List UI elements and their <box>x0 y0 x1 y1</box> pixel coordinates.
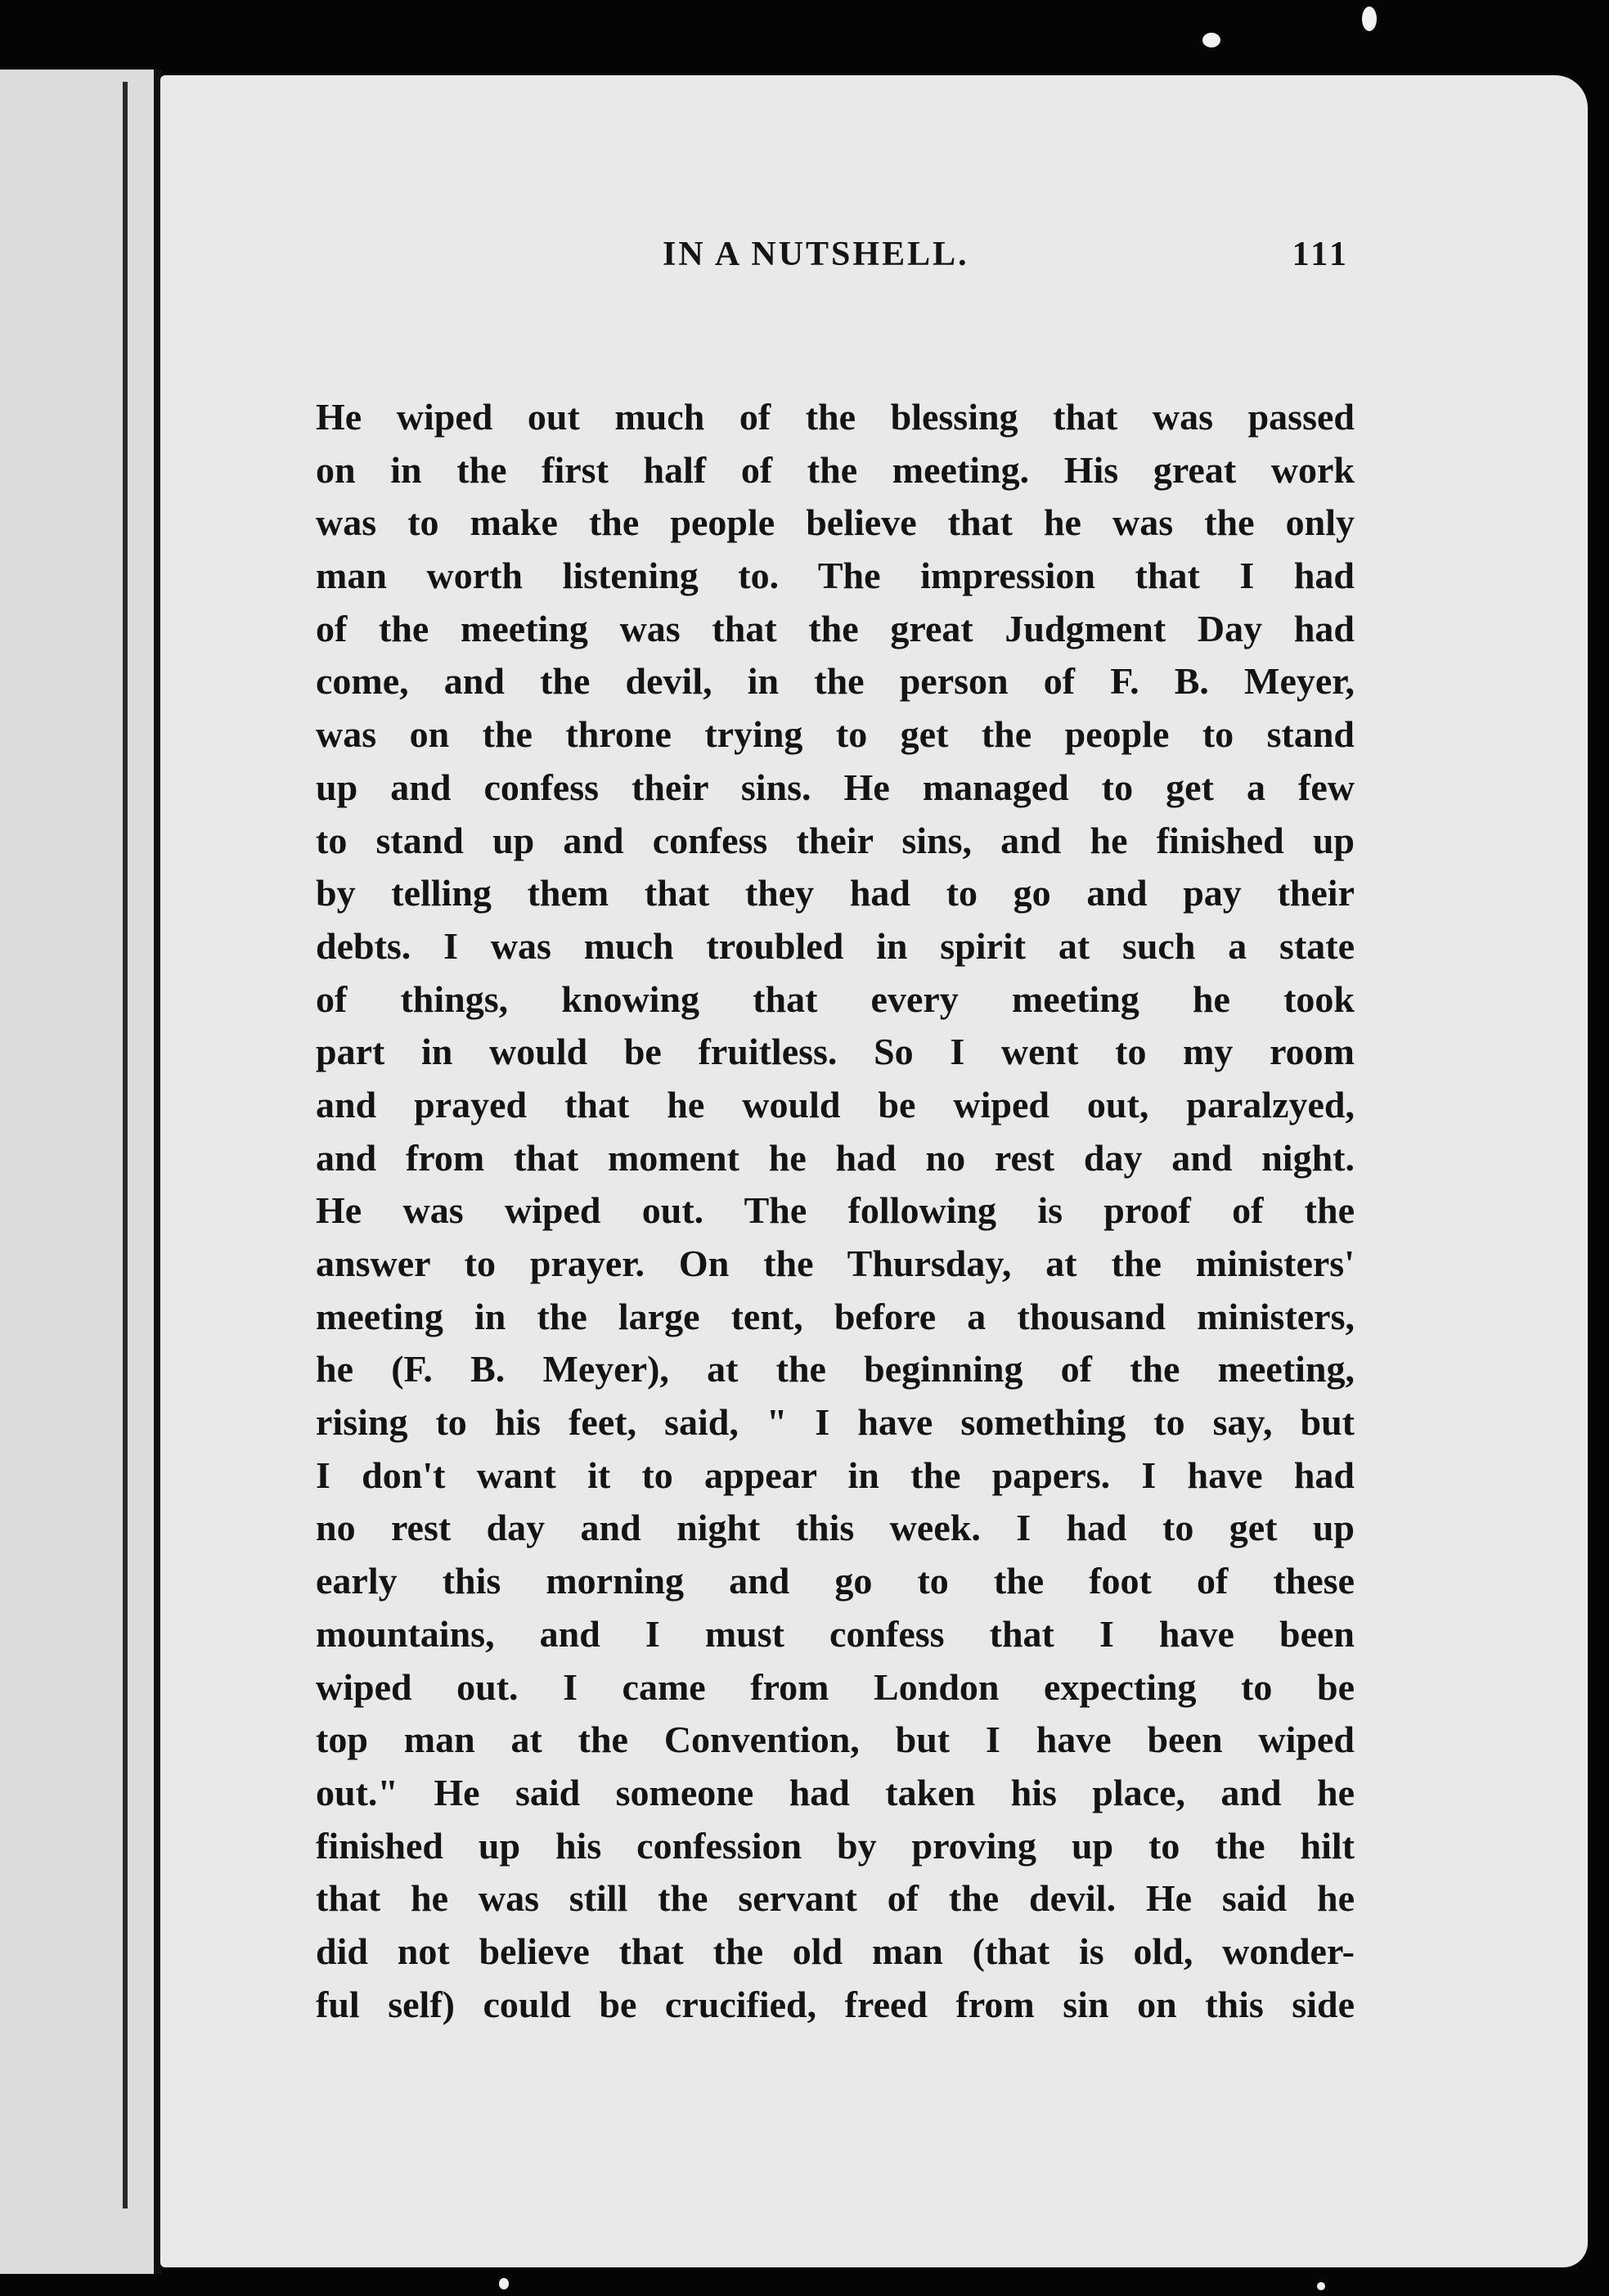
text-line: finished up his confession by proving up to the hilt <box>316 1824 1355 1867</box>
text-line: early this morning and go to the foot of these <box>316 1560 1355 1602</box>
text-line: up and confess their sins. He managed to get a few <box>316 766 1355 808</box>
text-line: wiped out. I came from London expecting to be <box>316 1665 1355 1708</box>
text-line: to stand up and confess their sins, and he finished up <box>316 819 1355 861</box>
page-number: 111 <box>1292 236 1350 273</box>
text-line: was on the throne trying to get the people to stand <box>316 713 1355 756</box>
body-text <box>316 391 1355 2031</box>
scan-speck <box>1362 7 1377 31</box>
text-line: He was wiped out. The following is proof of the <box>316 1189 1355 1232</box>
text-line: he (F. B. Meyer), at the beginning of the meeting, <box>316 1348 1355 1391</box>
text-line: that he was still the servant of the devil. He said he <box>316 1877 1355 1920</box>
scan-speck <box>1317 2282 1325 2290</box>
text-line: and prayed that he would be wiped out, paralzyed, <box>316 1083 1355 1126</box>
text-line: I don't want it to appear in the papers. I have had <box>316 1454 1355 1496</box>
text-line: did not believe that the old man (that is old, wonder- <box>316 1930 1355 1972</box>
text-line: of things, knowing that every meeting he took <box>316 977 1355 1020</box>
text-line: ful self) could be crucified, freed from sin on this side <box>316 1983 1355 2025</box>
text-line: part in would be fruitless. So I went to my room <box>316 1031 1355 1073</box>
text-line: mountains, and I must confess that I have been <box>316 1612 1355 1655</box>
running-header <box>164 235 1350 284</box>
scan-speck <box>1202 33 1220 47</box>
text-line: by telling them that they had to go and pay their <box>316 872 1355 914</box>
text-line: man worth listening to. The impression that I had <box>316 555 1355 597</box>
text-line: answer to prayer. On the Thursday, at the ministers' <box>316 1242 1355 1284</box>
binding-shadow <box>123 82 128 2208</box>
text-line: debts. I was much troubled in spirit at such a state <box>316 924 1355 967</box>
text-line: come, and the devil, in the person of F. B. Meyer, <box>316 660 1355 703</box>
text-line: rising to his feet, said, " I have something to say, but <box>316 1401 1355 1444</box>
text-line: out." He said someone had taken his place, and he <box>316 1771 1355 1813</box>
text-line: meeting in the large tent, before a thousand ministers, <box>316 1295 1355 1337</box>
text-line: top man at the Convention, but I have been wiped <box>316 1719 1355 1761</box>
scan-speck <box>499 2278 509 2289</box>
facing-page-edge <box>0 70 162 2274</box>
text-line: and from that moment he had no rest day and night. <box>316 1136 1355 1179</box>
text-line: He wiped out much of the blessing that was passed <box>316 396 1355 438</box>
text-line: was to make the people believe that he was the only <box>316 501 1355 544</box>
text-line: no rest day and night this week. I had to get up <box>316 1507 1355 1549</box>
running-title: IN A NUTSHELL. <box>663 236 969 273</box>
text-line: on in the first half of the meeting. His great work <box>316 448 1355 491</box>
text-line: of the meeting was that the great Judgment Day had <box>316 607 1355 649</box>
